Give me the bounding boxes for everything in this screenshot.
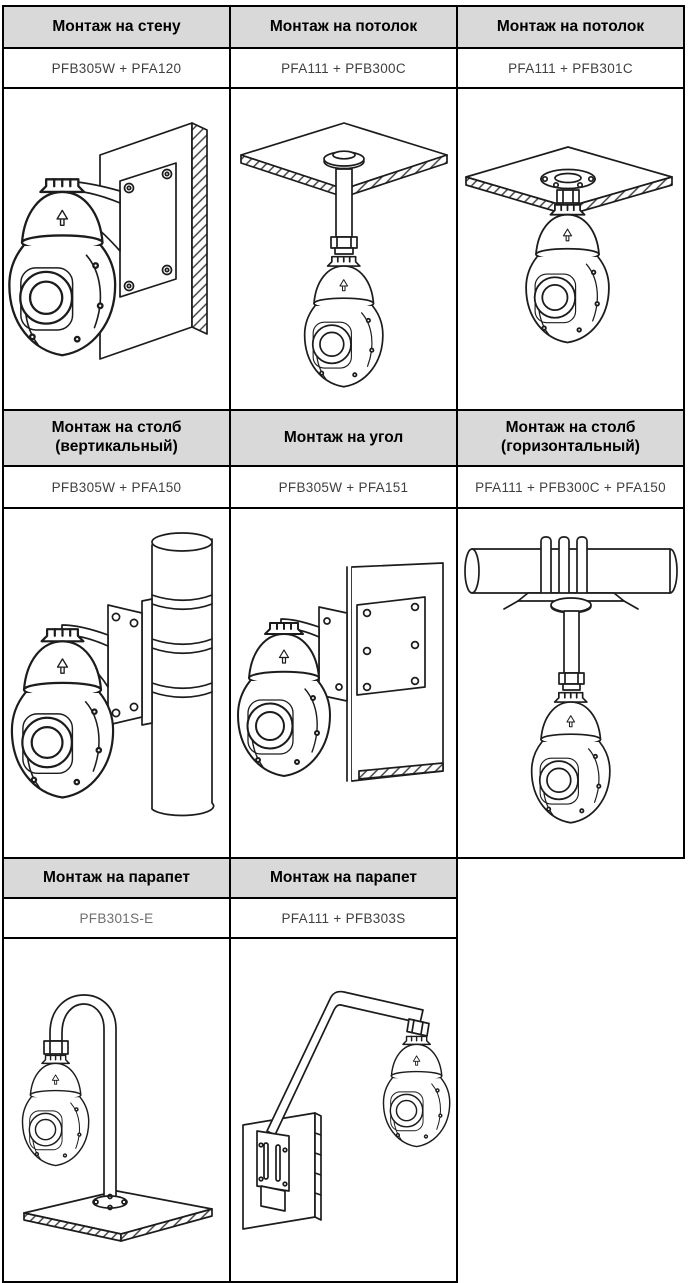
mount-type-title: Монтаж на стену — [3, 6, 230, 48]
ceiling-pendant-mount-illustration — [231, 89, 456, 409]
mounting-options-table — [2, 5, 685, 1283]
empty-cell — [457, 858, 684, 1282]
mount-type-title: Монтаж на потолок — [230, 6, 457, 48]
illustration-cell — [457, 508, 684, 858]
corner-mount-illustration — [231, 509, 456, 857]
model-combination: PFB301S-E — [3, 898, 230, 938]
illustration-cell — [3, 508, 230, 858]
illustration-cell — [3, 88, 230, 410]
illustration-cell — [3, 938, 230, 1282]
model-combination: PFA111 + PFB303S — [230, 898, 457, 938]
mount-type-title: Монтаж на угол — [230, 410, 457, 466]
mount-type-title: Монтаж на парапет — [3, 858, 230, 898]
mount-type-title: Монтаж на потолок — [457, 6, 684, 48]
wall-mount-illustration — [4, 89, 229, 409]
table-row — [3, 48, 684, 88]
illustration-cell — [230, 938, 457, 1282]
model-combination: PFB305W + PFA151 — [230, 466, 457, 508]
pole-vertical-mount-illustration — [4, 509, 229, 857]
mount-type-title: Монтаж на столб (вертикальный) — [3, 410, 230, 466]
mount-type-title: Монтаж на парапет — [230, 858, 457, 898]
illustration-cell — [230, 88, 457, 410]
pole-horizontal-mount-illustration — [458, 509, 683, 857]
table-row — [3, 6, 684, 48]
parapet-gooseneck-mount-illustration — [4, 939, 229, 1281]
model-combination: PFB305W + PFA150 — [3, 466, 230, 508]
ceiling-direct-mount-illustration — [458, 89, 683, 409]
table-row — [3, 508, 684, 858]
model-combination: PFA111 + PFB301C — [457, 48, 684, 88]
table-row — [3, 466, 684, 508]
mount-type-title: Монтаж на столб (горизонтальный) — [457, 410, 684, 466]
illustration-cell — [457, 88, 684, 410]
table-row — [3, 858, 684, 898]
table-row — [3, 410, 684, 466]
model-combination: PFB305W + PFA120 — [3, 48, 230, 88]
model-combination: PFA111 + PFB300C + PFA150 — [457, 466, 684, 508]
parapet-wall-bracket-mount-illustration — [231, 939, 456, 1281]
model-combination: PFA111 + PFB300C — [230, 48, 457, 88]
illustration-cell — [230, 508, 457, 858]
table-row — [3, 88, 684, 410]
